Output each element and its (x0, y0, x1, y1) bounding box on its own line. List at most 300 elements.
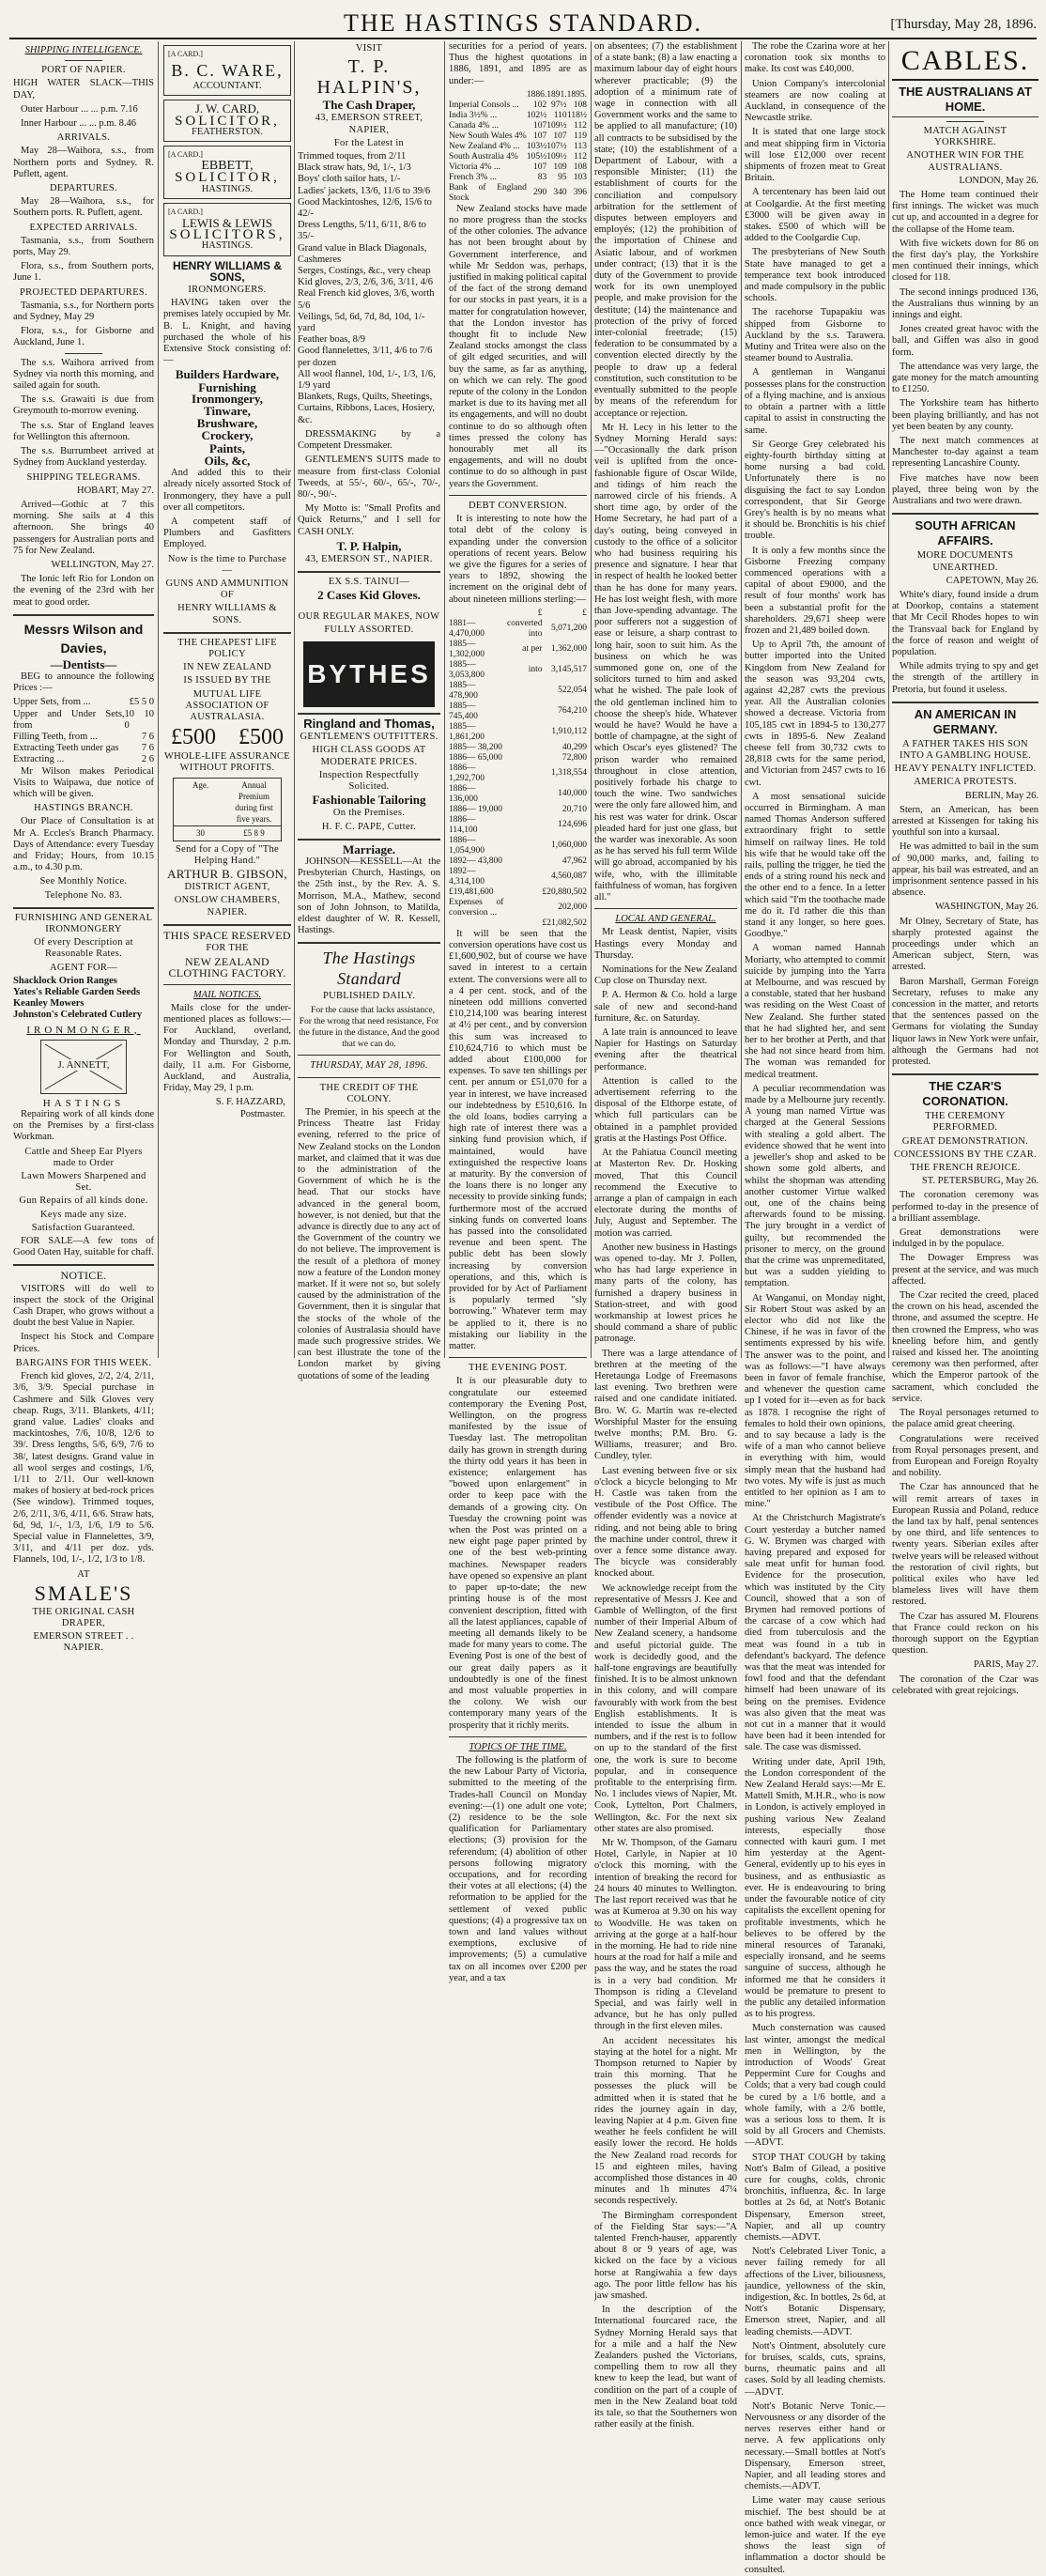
table-cell: 112 (574, 120, 587, 131)
table-row (449, 111, 587, 121)
table-cell: £19,481,600 (449, 887, 494, 897)
article-heading: LOCAL AND GENERAL. (615, 914, 716, 925)
table-cell: 108 (573, 100, 587, 110)
insurance-company: MUTUAL LIFE ASSOCIATION OF AUSTRALASIA. (185, 688, 269, 722)
editorial-motto: For the cause that lacks assistance, For the wrong that need resistance, For the future in the distance, And the good that we can do. (299, 1005, 439, 1050)
table-cell: Canada 4% ... (449, 120, 500, 131)
column-divider (294, 41, 295, 1358)
table-cell (503, 702, 542, 722)
paragraph: A gentleman in Wanganui possesses plans for the construction of a flying machine, and is anxious to obtain a partner with a little capital to assist in constructing the same. (745, 367, 885, 436)
table-cell: 1892— 43,800 (449, 856, 502, 866)
table-cell (503, 867, 542, 887)
table-cell: 1885— 478,900 (449, 680, 478, 701)
table-cell: 1886— 65,000 (449, 752, 502, 763)
paragraph: DRESSMAKING by a Competent Dressmaker. (298, 428, 440, 452)
paragraph: The following is the platform of the new Labour Party of Victoria, submitted to the meeting of the Trades-hall Council on Monday evening:—(1) one adult one vote; (2) residence to be the sole qualification for Parliamentary elections; (3) provision for the referendum; (4) abolition of other persons following migratory occupations, and for recording their votes at all elections; (4) the reformation to be applied for the settlement of vexed public questions; (4) a progressive tax on town and land values without exemptions, exclusive of improvements; (5) a cumulative tax on all incomes over £200 per year, and a tax (449, 1754, 587, 1983)
paragraph: Great demonstrations were indulged in by the populace. (892, 1227, 1038, 1250)
table-cell (449, 609, 503, 619)
table-cell: 396 (573, 188, 587, 198)
table-row (449, 173, 587, 183)
ad-line: VISIT (355, 43, 383, 54)
article-subheading: THE CEREMONY PERFORMED. (925, 1111, 1006, 1134)
halpin-address-2: 43, EMERSON ST., NAPIER. (305, 553, 433, 564)
paragraph: Mr Leask dentist, Napier, visits Hastings every Monday and Thursday. (594, 927, 737, 961)
table-row (449, 121, 587, 131)
paragraph: Repairing work of all kinds done on the Premises by a first-class Workman. (13, 1109, 154, 1143)
table-cell (503, 815, 542, 836)
paragraph: He was admitted to bail in the sum of 90,000 marks, and, failing to appear, his bail was estreated, and an imprisonment sentence passed in his absence. (892, 841, 1038, 899)
table-cell: Imperial Consols ... (449, 100, 519, 110)
ware-card (163, 45, 291, 96)
insurance-amounts: £500 £500 (171, 725, 284, 750)
table-cell: converted into (507, 618, 543, 639)
ad-line: Inspection Respectfully Solicited. (318, 769, 420, 792)
column-divider (444, 41, 445, 1358)
paragraph: The attendance was very large, the gate money for the match amounting to £1250. (892, 361, 1038, 395)
hw-item: Paints, (209, 440, 245, 455)
ad-heading: IRONMONGER, (26, 1024, 141, 1036)
subheading: EXPECTED ARRIVALS. (29, 222, 138, 233)
paragraph: P. A. Hermon & Co. hold a large sale of new and second-hand furniture, &c. on Saturday. (594, 990, 737, 1024)
table-cell: into (528, 665, 543, 675)
table-cell: 1881—4,470,000 (449, 618, 485, 639)
masthead (0, 8, 1046, 38)
table-cell: 109 (553, 162, 567, 172)
paragraph: The second innings produced 136, the Australians thus winning by an innings and eight. (892, 286, 1038, 321)
dateline: HOBART, May 27. (76, 485, 154, 496)
paragraph: The presbyterians of New South State have managed to get a temperance text book introduced and made compulsory in the public schools. (745, 247, 885, 304)
premium-table: Age. Annual Premium during first five years. 30 £5 8 9 (173, 778, 282, 841)
table-cell: 47,962 (561, 856, 587, 866)
hw-item: Tinware, (204, 404, 251, 419)
table-cell: 290 (533, 188, 547, 198)
paragraph: Last evening between five or six o'clock a bicycle belonging to Mr H. Castle was taken from the vestibule of the Post Office. The offender evidently was a novice at riding, and not being able to bring the machine under control, threw it over a fence some distance away. The bicycle was considerably knocked about. (594, 1465, 737, 1580)
subheading: ARRIVALS. (56, 132, 111, 144)
paragraph: A late train is announced to leave Napier for Hastings on Saturday evening after the theatrical performance. (594, 1027, 737, 1072)
table-cell: 107 (553, 131, 567, 141)
table-cell: 83 (537, 172, 547, 182)
table-cell: £ (582, 608, 587, 618)
agent-name: ARTHUR B. GIBSON, (167, 866, 287, 881)
table-cell: 1885—1,302,000 (449, 639, 485, 659)
card-place: FEATHERSTON. (192, 126, 263, 137)
ad-line: GUNS AND AMMUNITION OF (165, 578, 289, 601)
table-cell: 102 (533, 100, 547, 110)
paragraph: GENTLEMEN'S SUITS made to measure from first-class Colonial Tweeds, at 55/-, 60/-, 65/-, 70/-, 80/-, 90/-. (298, 455, 440, 500)
column-divider (158, 41, 159, 1358)
table-row (449, 753, 587, 764)
table-cell: 40,299 (561, 742, 587, 752)
ad-line: HIGH CLASS GOODS AT MODERATE PRICES. (312, 745, 426, 767)
column-divider (888, 41, 889, 1358)
paragraph: on absentees; (7) the establishment of a state bank; (8) a law enacting a maximum labour day of eight hours wherever practicable; (9) the adoption of a minimum rate of wage in connection with all Government works and the same to be applied to all manufacture; (10) all contracts to be subsidised by the state; (10) the establishment of a Department of Labour, with a responsible Minister; (11) the establishment of courts for the conciliation and compulsory arbitration for the settlement of disputes between employers and employés; (12) the prohibition of the importation of Chinese and Asiatic labour, and of workmen under contract; (13) that it is the duty of the Government to provide work for its own unemployed people, and make provision for the destitute; (14) the maintenance and protection of the privy of forced inter-colonial freetrade; (15) federation to be consummated by a convention elected directly by the people to draw up a federal constitution, such constitution to be eventually submitted to the people by means of the referendum for acceptance or rejection. (594, 41, 737, 419)
table-cell: 1886—1,292,700 (449, 763, 485, 783)
hw-item: Furnishing Ironmongery, (192, 379, 263, 406)
insurance-line: Send for a Copy of "The Helping Hand." (175, 843, 280, 866)
paragraph: The s.s. Star of England leaves for Wellington this afternoon. (13, 420, 154, 442)
paragraph: There was a large attendance of brethren at the meeting of the Heretaunga Lodge of Freemasons last evening. Two brethren were raised and one candidate initiated. Bro. W. G. Martin was re-elected Worshipful Master for the ensuing twelve months; P.M. Bro. G. Williams, treasurer; and Bro. Cundley, tyler. (594, 1348, 737, 1462)
dateline: ST. PETERSBURG, May 26. (921, 1176, 1038, 1187)
paragraph: Our Place of Consultation is at Mr A. Eccles's Branch Pharmacy. Days of Attendance: every Tuesday and Friday; Hours, from 10.15 a.m., to 4.30 p.m. (13, 816, 154, 873)
table-cell (503, 836, 542, 856)
table-row (449, 609, 587, 619)
table-row (449, 640, 587, 660)
paragraph: It will be seen that the conversion operations have cost us £1,600,902, but of course we have saved in interest to a certain extent. The conversions were all to a 4 per cent. stock, and of the nineteen odd millions converted £10,214,100 was bearing interest at 4½ per cent., and by conversion this sum was increased to £10,624,716 to which must be added about £100,000 for expenses. To save ten shillings per cent. per annum or £51,070 for a year in interest, we have increased our indebtedness by £510,616. In the old loans, bodies carrying a high rate of interest there was a sinking fund provision which, if maintained, would have extinguished the respective loans at maturity. By the conversion of the loans there is no longer any necessity to provide sinking funds; furthermore most of the accrued sinking funds on converted loans has passed into the consolidated revenue and been spent. The public debt has been slowly increasing by conversion operations, and this, which is provided for by Act of Parliament is popularly termed "sly borrowing." Whatever term may be applied to it, there is no mistaking our liability in the matter. (449, 928, 587, 1352)
table-cell: 109½ (546, 120, 567, 131)
ad-line: Gun Repairs of all kinds done. (19, 1195, 148, 1207)
agent-address: ONSLOW CHAMBERS, NAPIER. (174, 895, 281, 918)
halpin-list: Trimmed toques, from 2/11 Black straw hats, 9d, 1/-, 1/3 Boys' cloth sailor hats, 1/- Ladies' jackets, 13/6, 11/6 to 39/6 Good Mackintoshes, 12/6, 15/6 to 42/- Dress Lengths, 5/11, 6/11, 8/6 to 35/- Grand value in Black Diagonals, Cashmeres Serges, Costings, &c., very cheap Kid gloves, 2/3, 2/6, 3/6, 3/11, 4/6 Real French kid gloves, 3/6, worth 5/6 Veilings, 5d, 6d, 7d, 8d, 10d, 1/- yard Feather boas, 8/9 Good flannelettes, 3/11, 4/6 to 7/6 per dozen All wool flannel, 10d, 1/-, 1/3, 1/6, 1/9 yard Blankets, Rugs, Quilts, Sheetings, Curtains, Ribbons, Laces, Hosiery, &c. (298, 151, 436, 425)
table-row (449, 836, 587, 856)
notice-heading: NOTICE. (60, 1269, 107, 1283)
paragraph: Jones created great havoc with the ball, and Giffen was also in good form. (892, 324, 1038, 358)
table-cell: 1,362,000 (551, 644, 587, 655)
table-cell: at per (522, 644, 543, 655)
article-subheading: MATCH AGAINST YORKSHIRE. (923, 126, 1008, 148)
table-row (449, 183, 587, 204)
paragraph: Mr Olney, Secretary of State, has sharply protested against the proceedings under which an American subject, Stern, was arrested. (892, 916, 1038, 973)
ware-name: B. C. WARE, (171, 61, 284, 81)
newspaper-title: THE HASTINGS STANDARD. (343, 9, 703, 37)
halpin-title: The Cash Draper, (322, 98, 416, 113)
table-cell: 4,560,087 (551, 872, 587, 882)
signature-name: S. F. HAZZARD, (215, 1097, 285, 1108)
paragraph: May 28—Waihora, s.s., for Southern ports. R. Puflett, agent. (13, 196, 154, 219)
table-cell: 1886— 114,100 (449, 814, 478, 835)
column-divider (591, 41, 592, 1358)
subheading: PROJECTED DEPARTURES. (20, 286, 147, 298)
table-cell: 1886—1,054,900 (449, 835, 485, 856)
ad-line: Now is the time to Purchase— (167, 553, 287, 576)
agent-list: Shacklock Orion Ranges Yates's Reliable Garden Seeds Keanley Mowers Johnston's Celebrated Cutlery (13, 975, 143, 1021)
hw-subheading: IRONMONGERS. (188, 285, 267, 296)
lewis-name: LEWIS & LEWIS (181, 216, 273, 231)
dateline: WELLINGTON, May 27. (51, 559, 154, 570)
ad-line: Satisfaction Guaranteed. (31, 1222, 136, 1233)
table-cell: 202,000 (558, 902, 587, 913)
ad-line: EX S.S. TAINUI— (328, 577, 410, 588)
article-subheading: AMERICA PROTESTS. (914, 777, 1017, 788)
table-cell (449, 90, 527, 100)
paragraph: Arrived—Gothic at 7 this morning. She sails at 4 this afternoon. She brings 40 passengers for Australian ports and 75 for New Zealand. (13, 499, 154, 556)
table-cell: 1886— 19,000 (449, 804, 502, 814)
hw-item: Crockery, (201, 428, 254, 443)
editorial-masthead: The Hastings Standard (322, 949, 416, 989)
hw-item: Oils, &c, (204, 453, 251, 468)
table-row (449, 681, 587, 702)
paragraph: In the description of the International fourcared race, the Sydney Morning Herald says that for a mile and a half the New Zealanders pushed the Victorians, compelling them to row all they knew to keep the lead, but want of condition on the part of a couple of men in the New Zealand boat told its tale, so that the Southerners won rather easily at the finish. (594, 2305, 737, 2430)
paragraph: It is stated that one large stock and meat shipping firm in Victoria will lose £12,000 over recent shipments of frozen meat to Great Britain. (745, 127, 885, 184)
subheading: THE ORIGINAL CASH DRAPER, (32, 1606, 135, 1628)
table-cell (503, 856, 542, 867)
table-cell (449, 918, 503, 929)
paragraph: The Czar recited the creed, placed the crown on his head, ascended the throne, and assumed the sceptre. He then crowned the Empress, who was kneeling before him, and gently raised and kissed her. The anointing ceremony was then performed, after which the Emperor partook of the sacrament, which concluded the service. (892, 1290, 1038, 1404)
agent-label: AGENT FOR— (50, 962, 117, 973)
table-row (449, 702, 587, 722)
table-cell (503, 681, 542, 702)
subheading: SHIPPING TELEGRAMS. (26, 471, 141, 483)
paragraph: Mr Wilson makes Periodical Visits to Waipawa, due notice of which will be given. (13, 765, 154, 799)
cables-heading: CABLES. (892, 45, 1038, 81)
article-subheading: THE FRENCH REJOICE. (910, 1163, 1021, 1174)
paragraph: The Czar has assured M. Flourens that France could reckon on his thorough support on the Egyptian question. (892, 1611, 1038, 1657)
insurance-line: IN NEW ZEALAND (183, 662, 271, 673)
ad-line: Cattle and Sheep Ear Plyers made to Order (24, 1146, 143, 1168)
table-cell: 764,210 (558, 706, 587, 717)
ware-title: ACCOUNTANT. (192, 81, 262, 92)
dateline: CAPETOWN, May 26. (946, 575, 1038, 586)
tide-inner: Inner Harbour ... ... p.m. 8.46 (21, 118, 137, 130)
table-cell: 105½ (526, 151, 547, 162)
paragraph: An accident necessitates his staying at the hotel for a night. Mr Thompson returned to Napier by train this morning. That he possesses the pluck will be admitted when it is stated that he rides the journey again in day, leaving Napier at 4 p.m. Given fine weather he feels confident he will easily lower the record. He holds the New Zealand road records for 15 and eighteen miles, having accomplished those distances in 40 minutes and 1h minutes 47¼ seconds respectively. (594, 2035, 737, 2207)
table-cell: 1885—3,053,800 (449, 659, 485, 680)
table-row (449, 743, 587, 753)
smales-name: SMALE'S (34, 1581, 133, 1605)
paragraph: JOHNSON—KESSELL—At the Presbyterian Church, Hastings, on the 25th inst., by the Rev. A. S. Morrison, M.A., Mathew, second son of John Johnson, to Matilda, eldest daughter of W. R. Kessell, Hastings. (298, 856, 440, 936)
paragraph: May 28—Waihora, s.s., from Northern ports and Sydney. R. Puflett, agent. (13, 146, 154, 179)
table-cell: 108 (573, 162, 587, 172)
agent-title: DISTRICT AGENT, (184, 882, 270, 893)
paragraph: Another new business in Hastings was opened to-day. Mr J. Pollen, who has had large experience in many parts of the colony, has furnished a drapery business in Station-street, and with good workmanship at lowest prices he should command a share of public patronage. (594, 1242, 737, 1345)
ad-heading: FURNISHING AND GENERAL IRONMONGERY (14, 912, 153, 934)
column-5 (594, 41, 737, 2430)
paragraph: The coronation of the Czar was celebrated with great rejoicings. (892, 1674, 1038, 1696)
table-cell: 119 (574, 131, 587, 141)
paragraph: Congratulations were received from Royal personages present, and from European and Foreign Royalty and nobility. (892, 1433, 1038, 1479)
table-cell (503, 898, 542, 918)
column-6 (745, 41, 885, 2575)
article-heading: AN AMERICAN IN GERMANY. (914, 706, 1017, 736)
table-row (449, 131, 587, 142)
halpin-name: T. P. HALPIN'S, (316, 56, 422, 99)
dentist-subheading: —Dentists— (50, 656, 117, 671)
table-cell: £ (537, 608, 543, 618)
insurance-line: IS ISSUED BY THE (183, 675, 271, 686)
reserved-heading: THIS SPACE RESERVED (163, 928, 291, 942)
paragraph: Lime water may cause serious mischief. The best should be at once bathed with weak vinegar, or lemon-juice and water. If the eye shows the least sign of inflammation a doctor should be consulted. (745, 2495, 885, 2575)
table-cell: 113 (574, 141, 587, 151)
reserved-line: FOR THE (206, 943, 249, 953)
table-cell (503, 784, 542, 805)
table-cell (503, 753, 542, 764)
table-cell: 1885—1,861,200 (449, 721, 485, 742)
paragraph: HAVING taken over the premises lately occupied by Mr. B. L. Knight, and having purchased the whole of his Extensive Stock consisting of:— (163, 298, 291, 366)
card-label: [A CARD.] (168, 50, 203, 58)
paragraph: Writing under date, April 19th, the London correspondent of the New Zealand Herald says:—Mr E. Mattell Smith, M.H.R., who is now in London, is actively employed in pushing various New Zealand interests, especially those connected with kauri gum. I met him yesterday at the Agent-General, evidently up to his eyes in business, and as enthusiastic as ever. He is endeavouring to bring under the favourable notice of city capitalists the excellent opening for profitable investments, which he believes to be offered by the mineral resources of Taranaki, especially ironsand, and he seems sanguine of success, although he informed me that he considers it would be premature to present to the public any detailed information as to his progress. (745, 1756, 885, 2020)
ad-subheading: Of every Description at Reasonable Rates. (34, 937, 133, 960)
paragraph: The Yorkshire team has hitherto been playing brilliantly, and has not yet been beaten by any county. (892, 398, 1038, 432)
halpin-name-2: T. P. Halpin, (336, 538, 402, 553)
subheading: See Monthly Notice. (39, 876, 128, 887)
paragraph: While admits trying to spy and get the strength of the artillery in Pretoria, but found it useless. (892, 661, 1038, 695)
column-4 (449, 41, 587, 1983)
table-cell: 522,054 (558, 686, 587, 696)
table-cell: £20,880,502 (542, 887, 587, 897)
price-row: Upper Sets, from ... £5 5 0 (13, 697, 154, 708)
paragraph: A competent staff of Plumbers and Gasfitters Employed. (163, 516, 291, 550)
hw-heading: HENRY WILLIAMS & SONS, (173, 258, 282, 284)
column-2 (163, 41, 291, 1358)
table-row (449, 898, 587, 918)
halpin-address: 43, EMERSON STREET, NAPIER, (315, 113, 423, 135)
bythes-logo: BYTHES (303, 641, 435, 707)
paragraph: It is our pleasurable duty to congratulate our esteemed contemporary the Evening Post, Wellington, on the progress manifested by the issue of Tuesday last. The metropolitan daily has grown in strength during the thirty odd years it has been in existence; enlargement has "bowed upon enlargement" in order to keep pace with the demands of a growing city. On Tuesday the crowning point was when the Post was printed on a new eight page paper printed by one of the best web-printing machines. Newspaper readers have opened so expensive an plant to paper up-to-date; the new printing house is of the most convenient description, fitted with all the latest appliances, capable of meeting all demands likely to be made for many years to come. The Evening Post is one of the best of our great daily papers as it undoubtedly is one of the finest and most valuable properties in the colony. We wish our contemporary many years of the prosperity that it richly merits. (449, 1376, 587, 1731)
table-row (449, 619, 587, 640)
paragraph: The Dowager Empress was present at the service, and was much affected. (892, 1253, 1038, 1287)
table-cell: 103 (573, 172, 587, 182)
ad-place: HASTINGS (42, 1097, 125, 1109)
ad-line: Keys made any size. (39, 1209, 127, 1220)
ad-line: On the Premises. (332, 808, 406, 819)
table-cell: 107½ (546, 141, 567, 151)
insurance-line: WHOLE-LIFE ASSURANCE WITHOUT PROFITS. (163, 751, 291, 774)
card-name: J. W. CARD, (194, 101, 260, 116)
paragraph: Tasmania, s.s., for Northern ports and Sydney, May 29 (13, 300, 154, 323)
ad-line: For the Latest in (333, 137, 405, 148)
ebbett-title: SOLICITOR, (175, 170, 280, 186)
table-cell: £21,082,502 (542, 918, 587, 928)
subheading: PORT OF NAPIER. (41, 65, 126, 76)
table-row (449, 805, 587, 815)
table-cell (503, 743, 542, 753)
table-cell: India 3½% ... (449, 110, 498, 120)
stocks-table (449, 90, 587, 204)
paragraph: The Royal personages returned to the palace amid great cheering. (892, 1408, 1038, 1430)
subheading: AT (77, 1568, 90, 1580)
paragraph: Mails close for the under-mentioned places as follows:— For Auckland, overland, Monday and Thursday, 2 p.m. For Wellington and South, daily, 11 a.m. For Gisborne, Auckland, and Australia, Friday, May 29, 1 p.m. (163, 1002, 291, 1094)
paragraph: The s.s. Grawaiti is due from Greymouth to-morrow evening. (13, 394, 154, 417)
table-row (449, 722, 587, 743)
card-label: [A CARD.] (168, 150, 203, 160)
paragraph: At the Pahiatua Council meeting at Masterton Rev. Dr. Hosking moved, That this Council recommend the Executive to arrange a plan of campaign in each electorate during the months of July, August and September. The motion was carried. (594, 1148, 737, 1239)
article-subheading: HEAVY PENALTY INFLICTED. (894, 764, 1037, 775)
table-cell: New South Wales 4% (449, 131, 527, 141)
table-cell: 110 (553, 110, 567, 120)
hw-item: Brushware, (196, 416, 258, 431)
table-cell: 3,145,517 (551, 665, 587, 675)
paragraph: The robe the Czarina wore at her coronation took six months to make. Its cost was £40,000. (745, 41, 885, 75)
table-row (449, 660, 587, 681)
paragraph: Flora, s.s., for Gisborne and Auckland, June 1. (13, 326, 154, 348)
paragraph: securities for a period of years. Thus the highest quotations in 1886, 1891, and 1895 are as under:— (449, 41, 587, 86)
paragraph: We acknowledge receipt from the representative of Messrs J. Kee and Gamble of Wellington, of the first number of their Imperial Album of New Zealand scenery, a handsome and useful pictorial guide. The work is decidedly good, and the half-tone engravings are beautifully finished. It is to be almost unknown in this colony, and will compare favourably with work from the best English establishments. It is intended to issue the album in numbers, and if the rest is to follow on up to the standard of the first one, the work is sure to become popular, and in consequence profitable to the enterprising firm. No. 1 includes views of Napier, Mt. Cook, Lyttelton, Port Chalmers, Wellington, &c. For the next six other states are also promised. (594, 1582, 737, 1834)
table-cell: 1,910,112 (551, 727, 587, 737)
paragraph: White's diary, found inside a drum at Doorkop, contains a statement that Mr Cecil Rhodes hopes to win the Transvaal back for England by the force of reason and weight of population. (892, 589, 1038, 657)
table-cell (503, 918, 542, 929)
paragraph: The racehorse Tupapakiu was shipped from Gisborne to Auckland by the s.s. Tarawera. Mutiny and Tritea were also on the steamer bound to Australia. (745, 307, 885, 364)
ad-line: OUR REGULAR MAKES, NOW (298, 610, 440, 622)
tide-outer: Outer Harbour ... ... p.m. 7.16 (21, 103, 138, 115)
dentist-heading: Messrs Wilson and Davies, (23, 621, 144, 656)
table-row (449, 90, 587, 100)
ringland-heading: Ringland and Thomas, (303, 716, 435, 731)
table-cell: New Zealand 4% ... (449, 141, 520, 151)
table-row (449, 162, 587, 173)
paragraph: At Wanganui, on Monday night, Sir Robert Stout was asked by an elector who did not like the Chinese, if he was in favor of the sentiments expressed by his wife. The answer was to the point, and was as follows:—"I have always been in favor of female franchise, and whenever the question came up I voted for it—even as for back as 1878. I recognise the right of females to hold their own opinions, and to say because a lady is the wife of a man who cannot believe in everything with him, would simply mean that the husband had two votes. My wife is just as much entitled to her opinion as I am to mine." (745, 1292, 885, 1510)
lewis-title: SOLICITORS, (169, 227, 285, 243)
table-row (449, 142, 587, 152)
hw-item: Builders Hardware, (175, 367, 280, 382)
dateline: BERLIN, May 26. (964, 790, 1038, 801)
annett-logo (40, 1040, 127, 1094)
article-subheading: GREAT DEMONSTRATION. (901, 1135, 1029, 1147)
article-heading: TOPICS OF THE TIME. (469, 1741, 567, 1752)
price-row: Extracting Teeth under gas 7 6 (13, 743, 154, 754)
paragraph: Nominations for the New Zealand Cup close on Thursday next. (594, 964, 737, 987)
card-label: [A CARD.] (168, 207, 203, 216)
table-cell: 103½ (526, 141, 547, 151)
paragraph: The Czar has announced that he will remit arrears of taxes in European Russia and Poland, reduce the land tax by half, penal sentences by one third, and life sentences to twenty years. Siberian exiles after twelve years will be released without the restoration of civil rights, but political exiles who have led blameless lives will have them restored. (892, 1482, 1038, 1608)
paragraph: Mr W. Thompson, of the Gamaru Hotel, Carlyle, in Napier at 10 o'clock this morning, with the intention of breaking the record for 24 hours 40 minutes to Wellington. The last report received was that he was at Kumeroa at 9.30 on his way to Woodville. He was taken on arriving at the gorge at a half-hour in the morning. He had to ride nine hours at the road for half a mile and pass the way, and he states the road is in a very bad condition. Mr Thompson is riding a Cleveland Special, and was fairly well in advance, but he has only pulled through in the first eleven miles. (594, 1838, 737, 2032)
paragraph: It is interesting to note how the total debt of the colony is expanding under the conversion operations of recent years. Below we give the figures for a series of years to 1892, showing the increment on the original debt of about nineteen millions sterling:— (449, 514, 587, 605)
paragraph: Sir George Grey celebrated his eighty-fourth birthday sitting at home nursing a bad cold. Unfortunately there is no disguising the fact to say London correspondent, that Sir George Grey's health is by no means what it should be. Bronchitis is his chief trouble. (745, 439, 885, 542)
table-cell: 1,060,000 (551, 841, 587, 851)
paragraph: Nott's Ointment, absolutely cure for bruises, scalds, cuts, sprains, burns, rheumatic pains and all cases. Sold by all leading chemists.—ADVT. (745, 2340, 885, 2398)
table-row (449, 152, 587, 162)
paragraph: Much consternation was caused last winter, amongst the medical men in Wellington, by the introduction of Woods' Great Peppermint Cure for Coughs and Colds; that a very bad cough could be cured by a 1/6 bottle, and a whole family, with a 2/6 bottle, was a serious loss to them. It is sold by all Grocers and Chemists.—ADVT. (745, 2023, 885, 2149)
paragraph: The s.s. Burrumbeet arrived at Sydney from Auckland yesterday. (13, 446, 154, 469)
paragraph: Baron Marshall, German Foreign Secretary, refuses to make any concession in the matter, and retorts that the sentences passed on the Germans for violating the Sunday liquor laws in New York were unfair, although the Germans had not protested. (892, 976, 1038, 1068)
dateline: WASHINGTON, May 26. (934, 902, 1038, 913)
table-cell (503, 722, 542, 743)
issue-date: [Thursday, May 28, 1896. (890, 17, 1037, 32)
paragraph: VISITORS will do well to inspect the stock of the Original Cash Draper, who grows without a doubt the best Value in Napier. (13, 1283, 154, 1329)
ad-line: FULLY ASSORTED. (324, 624, 414, 635)
paragraph: BEG to announce the following Prices :— (13, 671, 154, 694)
table-cell: 107 (533, 120, 547, 131)
table-cell: 72,800 (561, 752, 587, 763)
dateline: PARIS, May 27. (973, 1659, 1038, 1671)
editorial-line: PUBLISHED DAILY. (322, 991, 416, 1002)
subheading: EMERSON STREET . . NAPIER. (33, 1631, 134, 1654)
paragraph: The Ionic left Rio for London on the evening of the 23rd with her meat to good order. (13, 574, 154, 608)
table-cell: 140,000 (558, 789, 587, 799)
article-subheading: ANOTHER WIN FOR THE AUSTRALIANS. (906, 150, 1024, 173)
editorial-date: THURSDAY, MAY 28, 1896. (310, 1060, 428, 1072)
paragraph: Mr H. Lecy in his letter to the Sydney Morning Herald says:—"Occasionally the dark prison veil is uplifted from the once-fashionable figure of Oscar Wilde, and tidings of him reach the narrowed circle of his friends. A short time ago, by order of the Home Secretary, he had part of a day's outing, being conveyed in custody to the office of a solicitor who had business requiring his presence and signature. I hear that in respect of health he looked better than he has done for many years. He has lost weight flesh, with more than Jove-spending advantage. The poor sufferers not a suggestion of ease or leisure, a sharp contrast to long hair, soon to suit him. As the business on which he was summoned gone on, one of the solicitors turned to him and asked what he wished. The pale look of the old gentleman inclined him to choose the sheep's hide. Whatever would he have? Would he have a bottle of champagne, at the sight of which Oscar's eyes glistened? The prison warder who remained throughout in close attention, positively forbade his charge to touch the wine. Two sandwiches were the only fare allowed him, and his rest was water for drink. Oscar pleaded hard for just one glass, but the warder was inexorable. As soon as he has served his full term Wilde will go abroad, accompanied by his wife, who, with the illimitable faithfulness of woman, has forgiven all." (594, 422, 737, 903)
article-heading: SOUTH AFRICAN AFFAIRS. (915, 518, 1016, 548)
paragraph: Tasmania, s.s., from Southern ports, May 29. (13, 235, 154, 258)
column-3 (298, 41, 440, 1381)
paragraph: French kid gloves, 2/2, 2/4, 2/11, 3/6, 3/9. Special purchase in Cashmere and Silk Gloves very cheap. Rugs, 3/11. Blankets, 4/11; grand value. Ladies' cloaks and mackintoshes, 7/6, 10/8, 12/6 to 39/. Dress lengths, 5/6, 6/9, 7/6 to 38/, latest designs. Grand value in all wool serges and costings, 1/6, 1/11 to 2/11. Our well-known makes of hosiery at bed-rock prices (See window). Trimmed toques, 2/6, 2/11, 3/6, 4/11, 6/6. Straw hats, 6d, 9d, 1/-, 1/3, 1/6, 1/9 to 5/6. Special value in Flannelettes, 3/9, 3/11, and 4/11 per doz. yds. Flannels, 10d, 1/-, 1/2, 1/3 to 1/8. (13, 1371, 154, 1566)
paragraph: The s.s. Waihora arrived from Sydney via north this morning, and sailed again for south. (13, 357, 154, 392)
marriage-heading: Marriage. (343, 841, 395, 856)
paragraph: With five wickets down for 86 on the first day's play, the Yorkshire men continued their innings, which closed for 118. (892, 238, 1038, 284)
table-cell: 20,710 (561, 804, 587, 814)
table-cell: 107 (533, 162, 547, 172)
table-cell: Bank of England Stock (449, 182, 527, 203)
reserved-company: NEW ZEALAND CLOTHING FACTORY. (168, 955, 286, 980)
subheading: BARGAINS FOR THIS WEEK. (15, 1357, 152, 1368)
table-cell: 97½ (551, 100, 567, 110)
paragraph: Flora, s.s., from Southern ports, June 1. (13, 261, 154, 284)
paragraph: FOR SALE—A few tons of Good Oaten Hay, suitable for chaff. (13, 1236, 154, 1258)
ad-line: H. F. C. PAPE, Cutter. (321, 821, 417, 832)
debt-table (449, 609, 587, 929)
table-cell: South Australia 4% (449, 151, 518, 162)
insurance-heading: THE CHEAPEST LIFE POLICY (177, 637, 277, 659)
table-cell: 1886. (526, 89, 547, 100)
article-heading: DEBT CONVERSION. (469, 500, 567, 511)
paragraph: Inspect his Stock and Compare Prices. (13, 1332, 154, 1354)
table-row (449, 887, 587, 898)
telephone: Telephone No. 83. (44, 889, 123, 901)
table-row (449, 856, 587, 867)
masthead-rule (9, 38, 1037, 39)
signature-title: Postmaster. (239, 1108, 285, 1119)
table-cell: 1891. (546, 89, 567, 100)
paragraph: The next match commences at Manchester to-day against a team representing Lancashire County. (892, 436, 1038, 470)
